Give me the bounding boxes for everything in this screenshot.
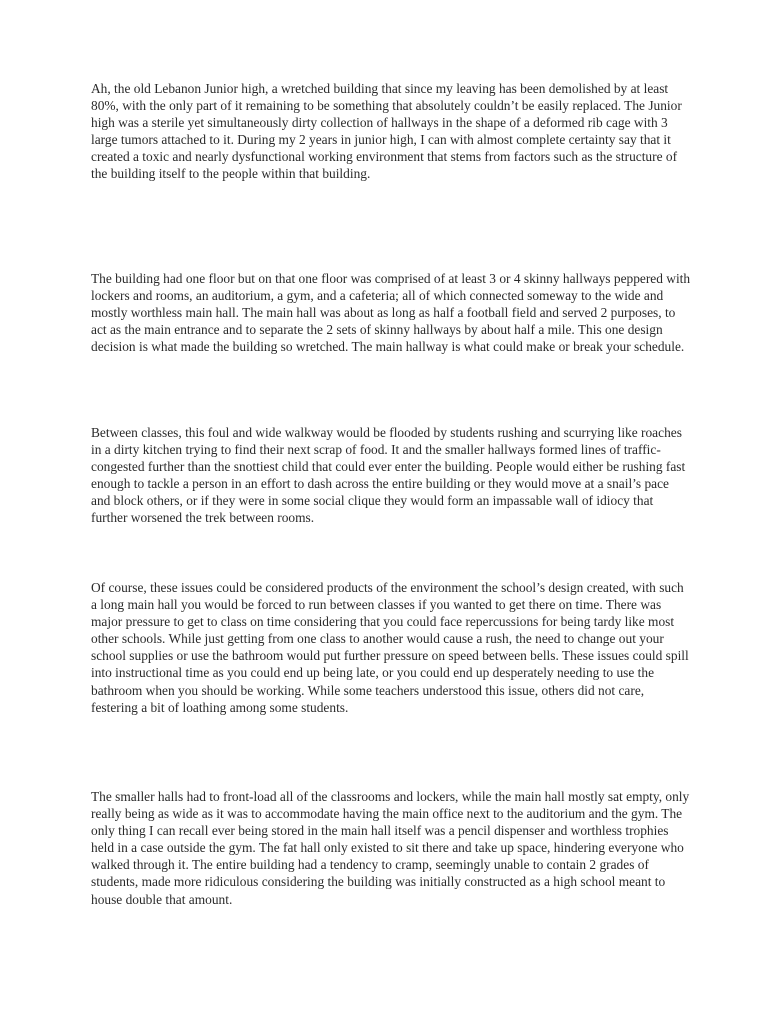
paragraph-2: The building had one floor but on that one floor was comprised of at least 3 or 4 skinny hallways peppered with lockers and rooms, an auditorium, a gym, and a cafeteria; all of which connected someway to the wide and mostly worthless main hall. The main hall was about as long as half a football field and served 2 purposes, to act as the main entrance and to separate the 2 sets of skinny hallways by about half a mile. This one design decision is what made the building so wretched. The main hallway is what could make or break your schedule. <box>91 271 691 355</box>
paragraph-3: Between classes, this foul and wide walkway would be flooded by students rushing and scurrying like roaches in a dirty kitchen trying to find their next scrap of food. It and the smaller hallways formed lines of traffic-congested further than the snottiest child that could ever enter the building. People would either be rushing fast enough to tackle a person in an effort to dash across the entire building or they would move at a snail’s pace and block others, or if they were in some social clique they would form an impassable wall of idiocy that further worsened the trek between rooms. <box>91 425 686 526</box>
paragraph-5: The smaller halls had to front-load all of the classrooms and lockers, while the main hall mostly sat empty, only really being as wide as it was to accommodate having the main office next to the auditorium and the gym. The only thing I can recall ever being stored in the main hall itself was a pencil dispenser and worthless trophies held in a case outside the gym. The fat hall only existed to sit there and take up space, hindering everyone who walked through it. The entire building had a tendency to cramp, seemingly unable to contain 2 grades of students, made more ridiculous considering the building was initially constructed as a high school meant to house double that amount. <box>91 789 690 907</box>
paragraph-4: Of course, these issues could be considered products of the environment the school’s design created, with such a long main hall you would be forced to run between classes if you wanted to get there on time. There was major pressure to get to class on time considering that you could face repercussions for being tardy like most other schools. While just getting from one class to another would cause a rush, the need to change out your school supplies or use the bathroom would put further pressure on speed between bells. These issues could spill into instructional time as you could end up being late, or you could end up desperately needing to use the bathroom when you should be working. While some teachers understood this issue, others did not care, festering a bit of loathing among some students. <box>91 580 689 715</box>
paragraph-1: Ah, the old Lebanon Junior high, a wretched building that since my leaving has been demolished by at least 80%, with the only part of it remaining to be something that absolutely couldn’t be easily replaced. The Junior high was a sterile yet simultaneously dirty collection of hallways in the shape of a deformed rib cage with 3 large tumors attached to it. During my 2 years in junior high, I can with almost complete certainty say that it created a toxic and nearly dysfunctional working environment that stems from factors such as the structure of the building itself to the people within that building. <box>91 81 682 182</box>
